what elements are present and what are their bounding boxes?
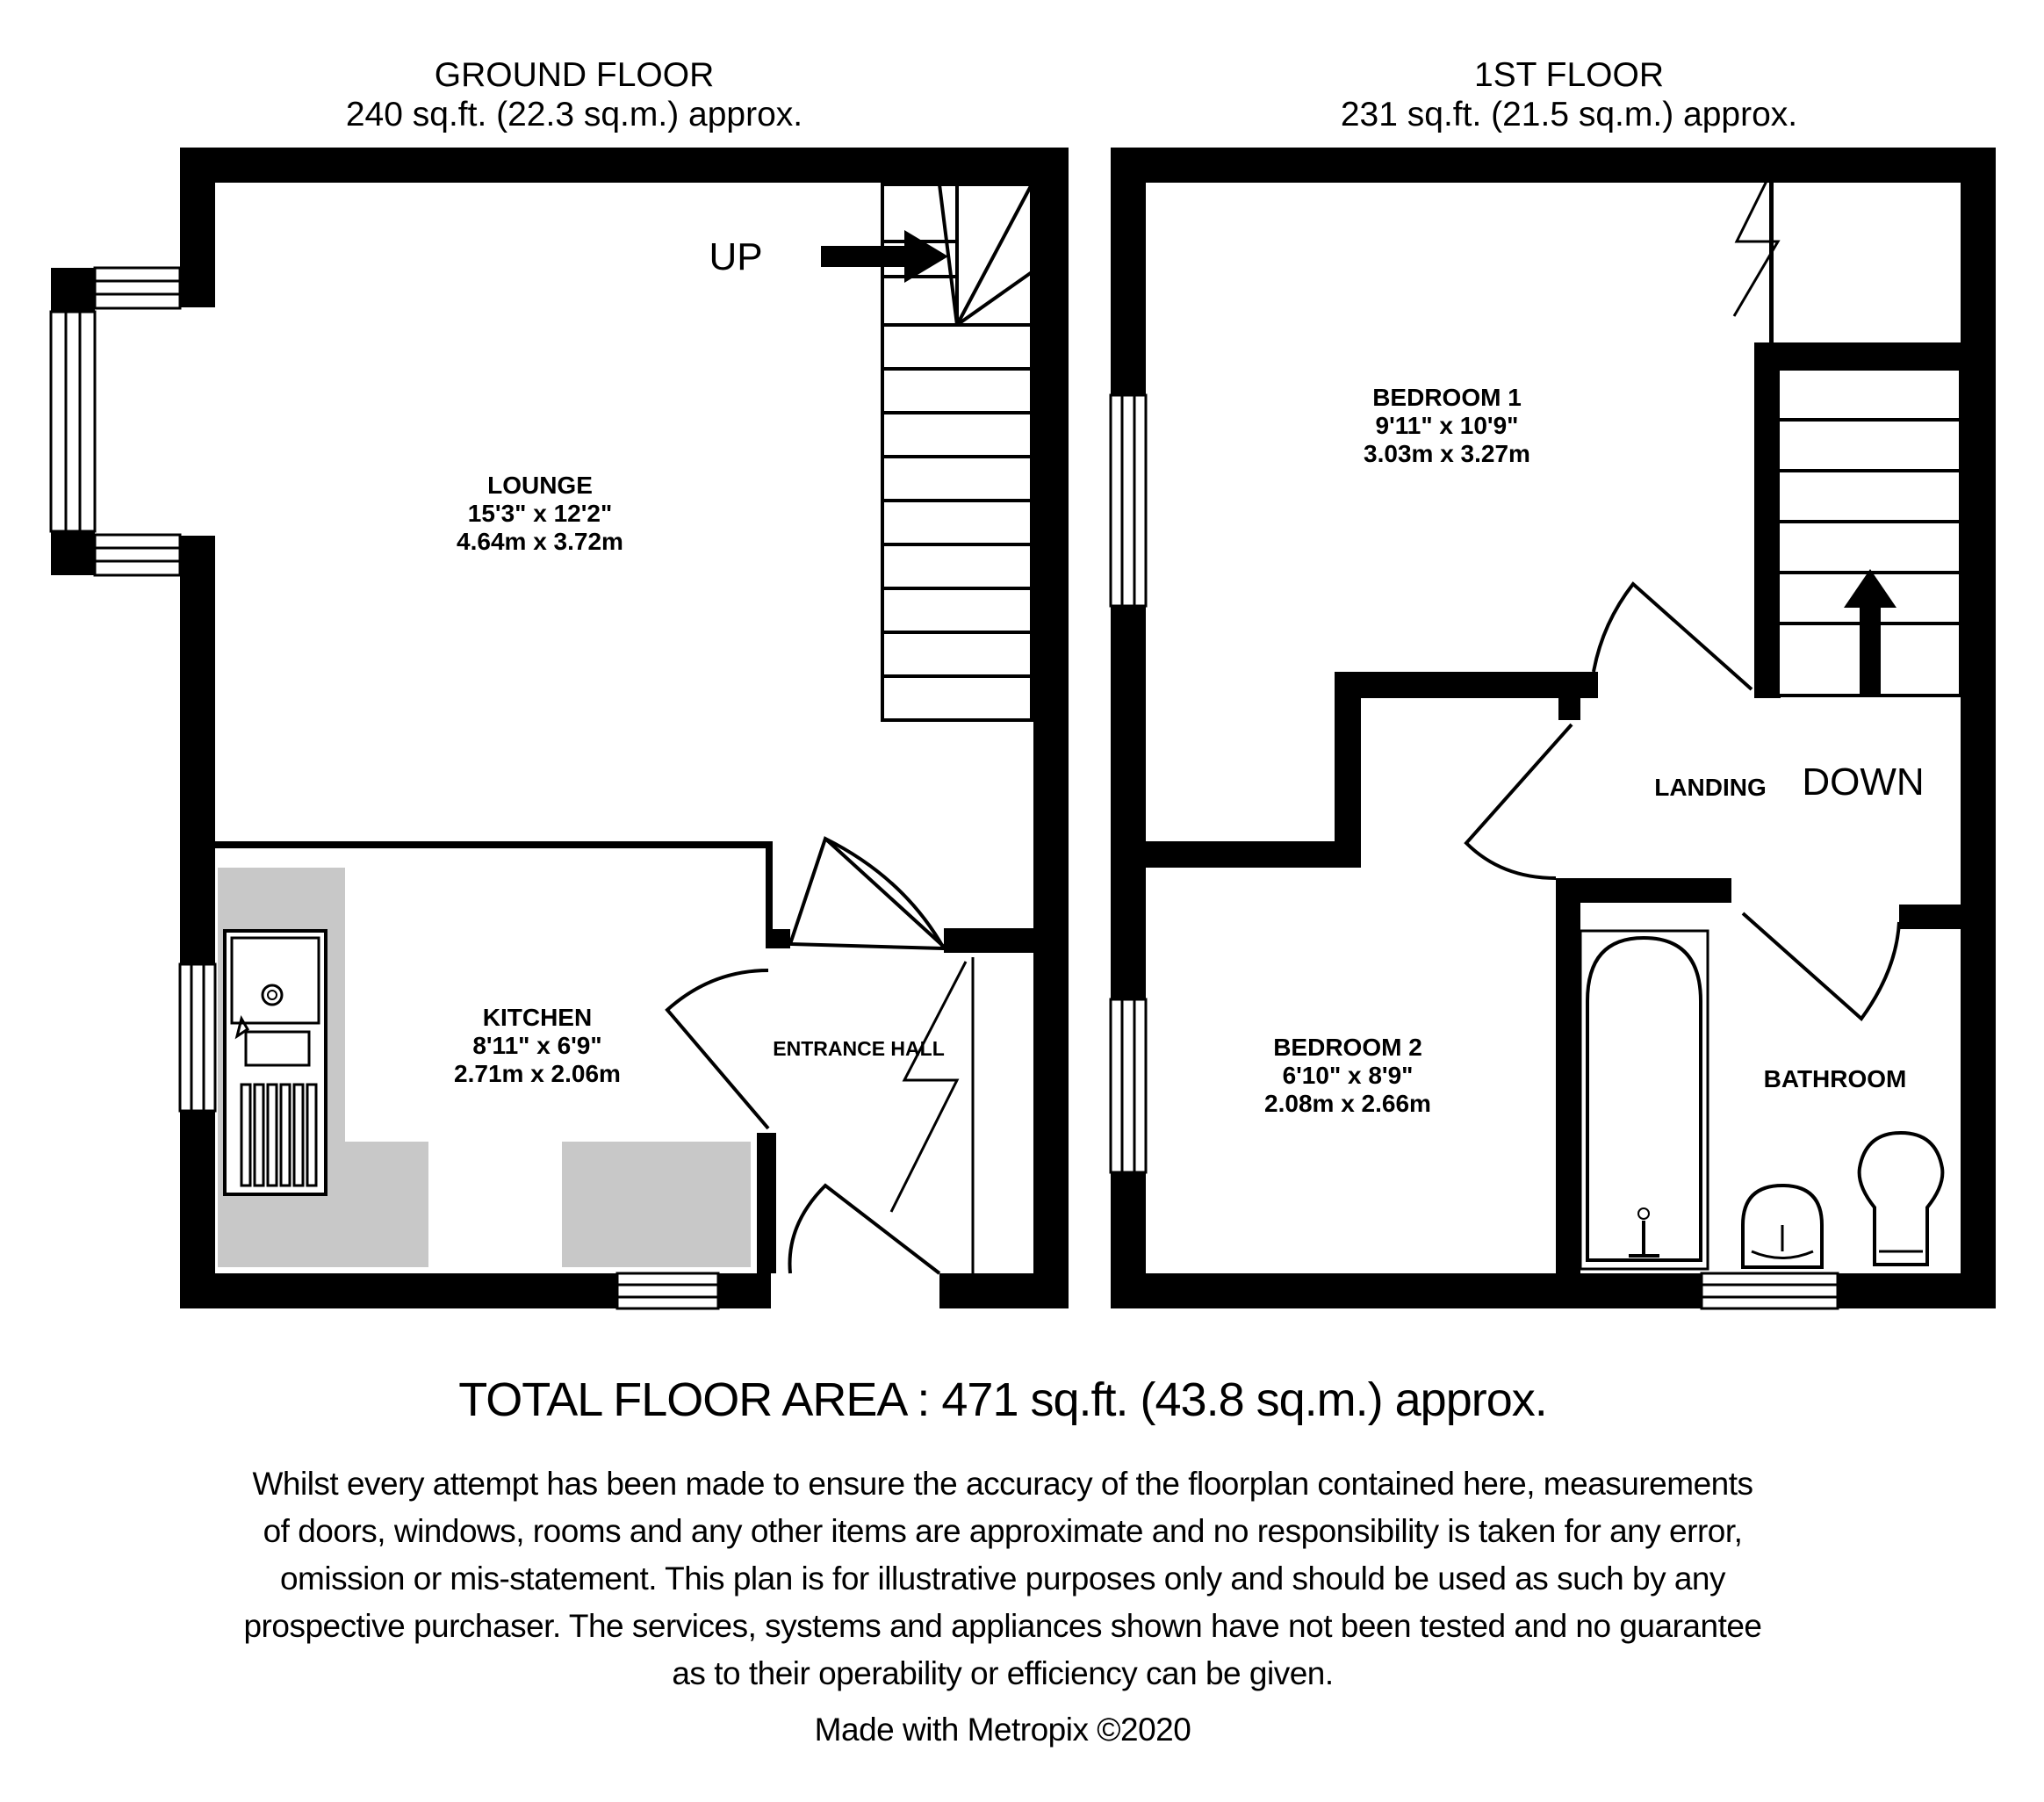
wall (215, 841, 773, 848)
room-name-bathroom: BATHROOM (1763, 1065, 1907, 1092)
window (1111, 395, 1146, 606)
first-floor-title: 1ST FLOOR (1473, 56, 1665, 94)
room-metric-bedroom-1: 3.03m x 3.27m (1364, 440, 1530, 467)
door-swing (667, 970, 768, 1128)
credit-line: Made with Metropix ©2020 (814, 1712, 1191, 1748)
room-name-bedroom-1: BEDROOM 1 (1372, 384, 1522, 411)
wall (1899, 905, 1961, 929)
wall (1146, 841, 1361, 868)
room-imperial-kitchen: 8'11" x 6'9" (472, 1032, 602, 1059)
room-name-kitchen: KITCHEN (482, 1004, 593, 1031)
wall (180, 536, 215, 964)
room-metric-lounge: 4.64m x 3.72m (457, 528, 623, 555)
wall (944, 928, 1033, 953)
ground-floor-title: GROUND FLOOR (434, 56, 715, 94)
wall (51, 268, 95, 312)
wall (1765, 342, 1961, 369)
down-arrow-icon (1860, 606, 1881, 694)
ground-floor-area: 240 sq.ft. (22.3 sq.m.) approx. (345, 96, 803, 133)
first-floor-area: 231 sq.ft. (21.5 sq.m.) approx. (1340, 96, 1798, 133)
up-arrow-icon (821, 246, 909, 267)
disclaimer-line: omission or mis-statement. This plan is for illustrative purposes only and should be used as such by any (279, 1561, 1726, 1597)
wall (1556, 878, 1580, 1273)
room-imperial-bedroom-1: 9'11" x 10'9" (1375, 412, 1519, 439)
wall (939, 1273, 1069, 1308)
wall (1961, 148, 1996, 1308)
window (1111, 999, 1146, 1172)
window (617, 1273, 718, 1308)
room-metric-bedroom-2: 2.08m x 2.66m (1264, 1090, 1431, 1117)
wall (757, 1133, 776, 1273)
window (95, 268, 180, 308)
toilet (1860, 1133, 1943, 1265)
wall (1556, 878, 1731, 903)
wall (1033, 148, 1069, 1308)
wall (1558, 672, 1580, 720)
room-name-landing: LANDING (1654, 774, 1767, 801)
disclaimer-line: as to their operability or efficiency can be given. (672, 1655, 1334, 1691)
room-name-bedroom-2: BEDROOM 2 (1273, 1034, 1422, 1061)
door-swing (1594, 584, 1752, 689)
wall (1111, 606, 1146, 999)
room-name-lounge: LOUNGE (487, 472, 593, 499)
wall (1111, 1273, 1702, 1308)
wall (1111, 148, 1146, 395)
disclaimer-line: Whilst every attempt has been made to ensure the accuracy of the floorplan contained here, measurements (252, 1466, 1753, 1502)
window (1702, 1273, 1838, 1308)
disclaimer-line: prospective purchaser. The services, systems and appliances shown have not been tested and no guarantee (243, 1608, 1762, 1644)
wall (1838, 1273, 1996, 1308)
room-metric-kitchen: 2.71m x 2.06m (454, 1060, 621, 1087)
disclaimer-line: of doors, windows, rooms and any other items are approximate and no responsibility is taken for any error, (263, 1513, 1743, 1549)
wall (718, 1273, 771, 1308)
door-swing (1466, 724, 1572, 878)
room-imperial-bedroom-2: 6'10" x 8'9" (1282, 1062, 1414, 1089)
wall (766, 929, 790, 948)
room-name-entrance-hall: ENTRANCE HALL (773, 1037, 945, 1060)
wall (51, 531, 95, 575)
wall (180, 148, 1069, 183)
stair-label-down: DOWN (1802, 760, 1925, 804)
wall (180, 148, 215, 307)
window (180, 964, 215, 1111)
ground-floor-plan (51, 148, 1069, 1308)
window (51, 312, 95, 531)
first-floor-plan (1111, 148, 1996, 1308)
wall (1335, 672, 1361, 868)
wall (1111, 148, 1996, 183)
wall (180, 1273, 617, 1308)
room-imperial-lounge: 15'3" x 12'2" (467, 500, 613, 527)
door-swing (790, 839, 944, 948)
door-swing (1743, 913, 1899, 1019)
door-swing (790, 1186, 940, 1273)
window (95, 535, 180, 575)
total-floor-area: TOTAL FLOOR AREA : 471 sq.ft. (43.8 sq.m.) approx. (458, 1373, 1547, 1426)
stair-label-up: UP (709, 235, 763, 278)
kitchen-worktop-bottom-right (562, 1142, 751, 1267)
